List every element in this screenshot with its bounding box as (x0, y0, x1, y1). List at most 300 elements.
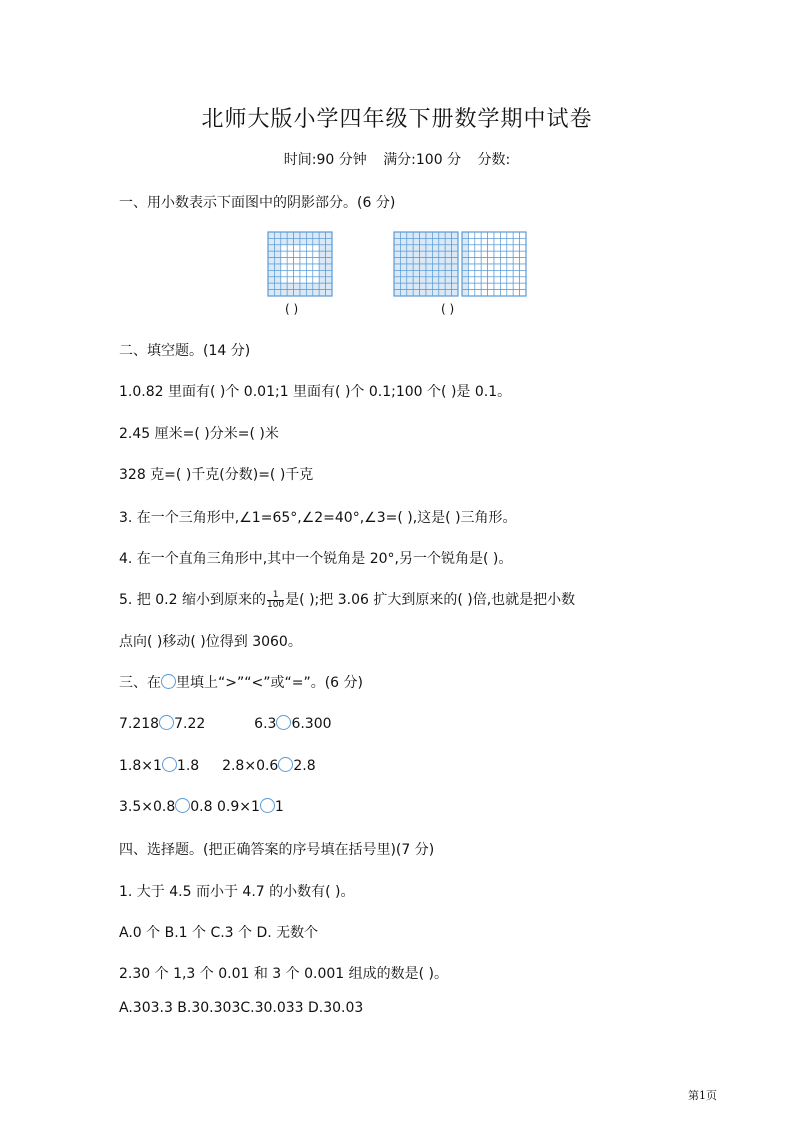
grid-cell (439, 270, 445, 276)
compare-value: 6.300 (291, 716, 332, 732)
grid-cell (439, 264, 445, 270)
grid-cell (494, 270, 500, 276)
compare-value: 2.8 (293, 758, 316, 774)
grid-cell (507, 290, 513, 296)
grid-cell (313, 232, 319, 238)
grid-cell (420, 251, 426, 257)
grid-cell (475, 258, 481, 264)
grid-cell (494, 277, 500, 283)
grid-cell (268, 270, 274, 276)
grid-cell (274, 238, 280, 244)
compare-value: 0.8 0.9×1 (190, 799, 260, 815)
grid-cell (426, 277, 432, 283)
grid-cell (407, 277, 413, 283)
grid-cell (500, 277, 506, 283)
grid-cell (287, 245, 293, 251)
page-title: 北师大版小学四年级下册数学期中试卷 (201, 107, 593, 132)
grid-cell (281, 245, 287, 251)
grid-cell (313, 245, 319, 251)
grid-cell (294, 258, 300, 264)
grid-cell (513, 270, 519, 276)
section3-heading-pre: 三、在 (119, 675, 161, 691)
grid-cell (319, 277, 325, 283)
grid-cell (481, 258, 487, 264)
grid-cell (432, 290, 438, 296)
grid-cell (520, 264, 526, 270)
grid-cell (481, 270, 487, 276)
grid-cell (426, 264, 432, 270)
grid-cell (306, 264, 312, 270)
section1-heading: 一、用小数表示下面图中的阴影部分。(6 分) (119, 195, 396, 211)
grid-cell (481, 264, 487, 270)
grid-cell (281, 258, 287, 264)
grid-cell (326, 245, 332, 251)
grid-cell (494, 264, 500, 270)
grid-cell (475, 238, 481, 244)
grid-cell (513, 251, 519, 257)
grid-cell (481, 251, 487, 257)
compare-circle-blank[interactable] (162, 757, 177, 772)
grid-cell (475, 270, 481, 276)
grid-cell (445, 290, 451, 296)
grid-cell (281, 270, 287, 276)
grid-cell (488, 251, 494, 257)
grid-cell (274, 270, 280, 276)
answer-blank-1[interactable]: ( ) (285, 302, 299, 316)
grid-cell (287, 290, 293, 296)
grid-cell (326, 270, 332, 276)
grid-cell (394, 283, 400, 289)
grid-cell (426, 251, 432, 257)
grid-cell (326, 238, 332, 244)
grid-cell (432, 277, 438, 283)
grid-cell (439, 258, 445, 264)
grid-cell (281, 290, 287, 296)
grid-cell (394, 270, 400, 276)
compare-value: 7.22 (174, 716, 206, 732)
question-2-5-line2: 点向( )移动( )位得到 3060。 (119, 634, 302, 650)
grid-cell (394, 264, 400, 270)
grid-cell (294, 277, 300, 283)
hundredths-grid-2 (393, 231, 459, 297)
grid-cell (413, 277, 419, 283)
grid-cell (394, 251, 400, 257)
question-4-2-options: A.303.3 B.30.303C.30.033 D.30.03 (119, 1000, 364, 1016)
grid-cell (520, 245, 526, 251)
grid-cell (462, 238, 468, 244)
question-4-2: 2.30 个 1,3 个 0.01 和 3 个 0.001 组成的数是( )。 (119, 966, 449, 982)
grid-cell (274, 251, 280, 257)
grid-cell (306, 232, 312, 238)
grid-cell (452, 270, 458, 276)
grid-cell (326, 251, 332, 257)
grid-cell (452, 290, 458, 296)
question-2-5 (119, 589, 575, 610)
grid-cell (294, 245, 300, 251)
grid-cell (319, 232, 325, 238)
grid-cell (287, 258, 293, 264)
grid-cell (481, 238, 487, 244)
grid-cell (439, 232, 445, 238)
grid-cell (462, 251, 468, 257)
grid-cell (313, 251, 319, 257)
grid-cell (268, 232, 274, 238)
answer-blank-2[interactable]: ( ) (441, 302, 455, 316)
grid-cell (500, 232, 506, 238)
grid-cell (439, 283, 445, 289)
grid-cell (468, 264, 474, 270)
grid-cell (274, 258, 280, 264)
compare-value: 1 (274, 799, 284, 815)
grid-cell (300, 264, 306, 270)
grid-cell (481, 245, 487, 251)
grid-cell (326, 232, 332, 238)
grid-cell (313, 283, 319, 289)
grid-cell (394, 232, 400, 238)
grid-cell (306, 245, 312, 251)
grid-cell (426, 238, 432, 244)
grid-cell (400, 251, 406, 257)
grid-cell (300, 232, 306, 238)
grid-cell (500, 290, 506, 296)
fraction-denominator: 100 (266, 599, 285, 610)
grid-cell (507, 251, 513, 257)
grid-cell (306, 258, 312, 264)
question-2-4: 4. 在一个直角三角形中,其中一个锐角是 20°,另一个锐角是( )。 (119, 551, 513, 567)
question-2-5-post: 是( );把 3.06 扩大到原来的( )倍,也就是把小数 (285, 592, 576, 608)
grid-cell (488, 245, 494, 251)
grid-cell (281, 238, 287, 244)
grid-cell (445, 277, 451, 283)
grid-cell (481, 232, 487, 238)
grid-cell (488, 232, 494, 238)
grid-cell (281, 251, 287, 257)
grid-cell (394, 290, 400, 296)
grid-cell (420, 290, 426, 296)
grid-cell (287, 264, 293, 270)
grid-cell (432, 251, 438, 257)
compare-row-1 (119, 715, 332, 732)
grid-cell (300, 238, 306, 244)
grid-cell (445, 283, 451, 289)
grid-cell (439, 245, 445, 251)
grid-cell (452, 277, 458, 283)
grid-cell (462, 245, 468, 251)
compare-value: 6.3 (254, 716, 277, 732)
grid-cell (268, 238, 274, 244)
grid-cell (468, 258, 474, 264)
grid-cell (274, 277, 280, 283)
grid-cell (468, 270, 474, 276)
grid-cell (488, 290, 494, 296)
grid-cell (439, 238, 445, 244)
grid-cell (326, 264, 332, 270)
grid-cell (494, 290, 500, 296)
grid-cell (468, 290, 474, 296)
grid-cell (306, 238, 312, 244)
grid-cell (488, 258, 494, 264)
grid-cell (407, 251, 413, 257)
grid-cell (426, 290, 432, 296)
compare-value: 7.218 (119, 716, 160, 732)
grid-cell (500, 283, 506, 289)
grid-cell (445, 258, 451, 264)
question-2-3: 3. 在一个三角形中,∠1=65°,∠2=40°,∠3=( ),这是( )三角形。 (119, 510, 517, 526)
grid-cell (488, 270, 494, 276)
grid-cell (468, 232, 474, 238)
grid-cell (494, 283, 500, 289)
grid-cell (432, 264, 438, 270)
grid-cell (445, 232, 451, 238)
grid-cell (475, 290, 481, 296)
compare-value: 2.8×0.6 (222, 758, 279, 774)
grid-cell (319, 264, 325, 270)
question-4-1: 1. 大于 4.5 而小于 4.7 的小数有( )。 (119, 884, 355, 900)
grid-cell (420, 258, 426, 264)
grid-cell (513, 238, 519, 244)
grid-cell (494, 251, 500, 257)
grid-cell (313, 270, 319, 276)
grid-cell (500, 238, 506, 244)
grid-cell (326, 283, 332, 289)
grid-cell (287, 238, 293, 244)
section4-heading: 四、选择题。(把正确答案的序号填在括号里)(7 分) (119, 842, 435, 858)
grid-cell (294, 232, 300, 238)
grid-cell (281, 232, 287, 238)
compare-row-3 (119, 798, 284, 815)
grid-cell (300, 283, 306, 289)
grid-cell (462, 232, 468, 238)
grid-cell (420, 232, 426, 238)
grid-cell (488, 283, 494, 289)
grid-cell (306, 290, 312, 296)
grid-cell (281, 283, 287, 289)
grid-cell (313, 238, 319, 244)
grid-cell (420, 270, 426, 276)
grid-cell (452, 258, 458, 264)
grid-cell (462, 290, 468, 296)
grid-cell (400, 283, 406, 289)
grid-cell (294, 270, 300, 276)
grid-cell (500, 258, 506, 264)
full-score-label: 满分:100 分 (383, 152, 462, 168)
grid-cell (494, 245, 500, 251)
page-number: 第1页 (688, 1089, 717, 1102)
grid-cell (452, 251, 458, 257)
grid-cell (445, 238, 451, 244)
grid-cell (313, 277, 319, 283)
grid-cell (268, 251, 274, 257)
grid-cell (468, 238, 474, 244)
grid-cell (319, 258, 325, 264)
grid-cell (420, 283, 426, 289)
grid-cell (413, 232, 419, 238)
grid-cell (513, 283, 519, 289)
grid-cell (439, 251, 445, 257)
grid-cell (294, 238, 300, 244)
grid-cell (445, 270, 451, 276)
grid-cell (268, 290, 274, 296)
grid-cell (488, 238, 494, 244)
grid-cell (481, 283, 487, 289)
grid-cell (513, 258, 519, 264)
grid-cell (494, 232, 500, 238)
grid-cell (488, 264, 494, 270)
grid-cell (507, 258, 513, 264)
grid-cell (426, 270, 432, 276)
grid-cell (462, 277, 468, 283)
grid-cell (439, 290, 445, 296)
grid-cell (313, 264, 319, 270)
grid-cell (313, 258, 319, 264)
hundredths-grid-3 (461, 231, 527, 297)
grid-cell (400, 245, 406, 251)
grid-cell (294, 283, 300, 289)
grid-cell (274, 264, 280, 270)
grid-cell (274, 283, 280, 289)
grid-cell (468, 283, 474, 289)
grid-cell (407, 270, 413, 276)
grid-cell (394, 258, 400, 264)
grid-cell (445, 264, 451, 270)
grid-cell (287, 270, 293, 276)
grid-cell (287, 277, 293, 283)
grid-cell (300, 258, 306, 264)
compare-row-2 (119, 757, 316, 774)
grid-cell (439, 277, 445, 283)
grid-cell (432, 232, 438, 238)
grid-cell (507, 245, 513, 251)
question-2-1: 1.0.82 里面有( )个 0.01;1 里面有( )个 0.1;100 个( )是 0.1。 (119, 384, 512, 400)
grid-cell (445, 245, 451, 251)
grid-cell (507, 264, 513, 270)
grid-cell (520, 232, 526, 238)
grid-cell (507, 283, 513, 289)
grid-cell (520, 270, 526, 276)
grid-cell (287, 283, 293, 289)
grid-cell (452, 283, 458, 289)
grid-cell (300, 245, 306, 251)
grid-cell (268, 245, 274, 251)
grid-cell (426, 283, 432, 289)
grid-cell (407, 245, 413, 251)
grid-cell (268, 277, 274, 283)
grid-cell (513, 245, 519, 251)
grid-cell (287, 251, 293, 257)
grid-cell (520, 283, 526, 289)
grid-cell (400, 264, 406, 270)
grid-cell (500, 270, 506, 276)
grid-cell (326, 290, 332, 296)
grid-cell (468, 251, 474, 257)
grid-cell (394, 245, 400, 251)
grid-cell (413, 270, 419, 276)
grid-cell (494, 238, 500, 244)
compare-circle-blank[interactable] (260, 798, 275, 813)
compare-value: 3.5×0.8 (119, 799, 176, 815)
grid-cell (413, 251, 419, 257)
compare-circle-blank[interactable] (159, 715, 174, 730)
grid-cell (407, 238, 413, 244)
grid-cell (420, 238, 426, 244)
time-label: 时间:90 分钟 (283, 152, 367, 168)
grid-cell (407, 232, 413, 238)
grid-cell (475, 245, 481, 251)
grid-cell (400, 258, 406, 264)
grid-cell (394, 238, 400, 244)
grid-cell (268, 283, 274, 289)
grid-cell (500, 251, 506, 257)
grid-cell (420, 245, 426, 251)
grid-cell (513, 232, 519, 238)
grid-cell (520, 238, 526, 244)
grid-cell (426, 258, 432, 264)
question-2-2: 2.45 厘米=( )分米=( )米 (119, 426, 279, 442)
grid-cell (507, 277, 513, 283)
grid-cell (400, 270, 406, 276)
grid-cell (468, 277, 474, 283)
grid-cell (475, 277, 481, 283)
grid-cell (400, 290, 406, 296)
compare-value: 1.8×1 (119, 758, 162, 774)
grid-cell (452, 264, 458, 270)
grid-cell (287, 232, 293, 238)
grid-cell (294, 290, 300, 296)
compare-circle-blank[interactable] (175, 798, 190, 813)
grid-cell (413, 258, 419, 264)
grid-cell (432, 283, 438, 289)
grid-cell (426, 245, 432, 251)
grid-cell (306, 283, 312, 289)
grid-cell (432, 270, 438, 276)
grid-cell (452, 238, 458, 244)
grid-cell (407, 283, 413, 289)
compare-value: 1.8 (176, 758, 200, 774)
grid-cell (475, 251, 481, 257)
compare-circle-blank[interactable] (276, 715, 291, 730)
grid-cell (300, 251, 306, 257)
grid-cell (306, 251, 312, 257)
grid-cell (520, 277, 526, 283)
grid-cell (420, 277, 426, 283)
grid-cell (300, 270, 306, 276)
grid-cell (413, 283, 419, 289)
grid-cell (407, 258, 413, 264)
question-2-5-pre: 5. 把 0.2 缩小到原来的 (119, 592, 266, 608)
compare-circle-blank[interactable] (278, 757, 293, 772)
grid-cell (294, 264, 300, 270)
section3-heading (119, 672, 363, 692)
grid-cell (407, 264, 413, 270)
grid-cell (462, 283, 468, 289)
fraction-numerator: 1 (267, 591, 284, 601)
grid-cell (462, 264, 468, 270)
grid-cell (413, 290, 419, 296)
grid-cell (475, 264, 481, 270)
grid-cell (513, 290, 519, 296)
grid-cell (281, 277, 287, 283)
grid-cell (500, 245, 506, 251)
grid-cell (452, 232, 458, 238)
grid-cell (400, 232, 406, 238)
question-2-2b: 328 克=( )千克(分数)=( )千克 (119, 467, 314, 483)
exam-info (0, 149, 794, 169)
grid-cell (432, 258, 438, 264)
grid-cell (445, 251, 451, 257)
grid-cell (432, 238, 438, 244)
score-label: 分数: (477, 152, 511, 168)
grid-cell (319, 290, 325, 296)
